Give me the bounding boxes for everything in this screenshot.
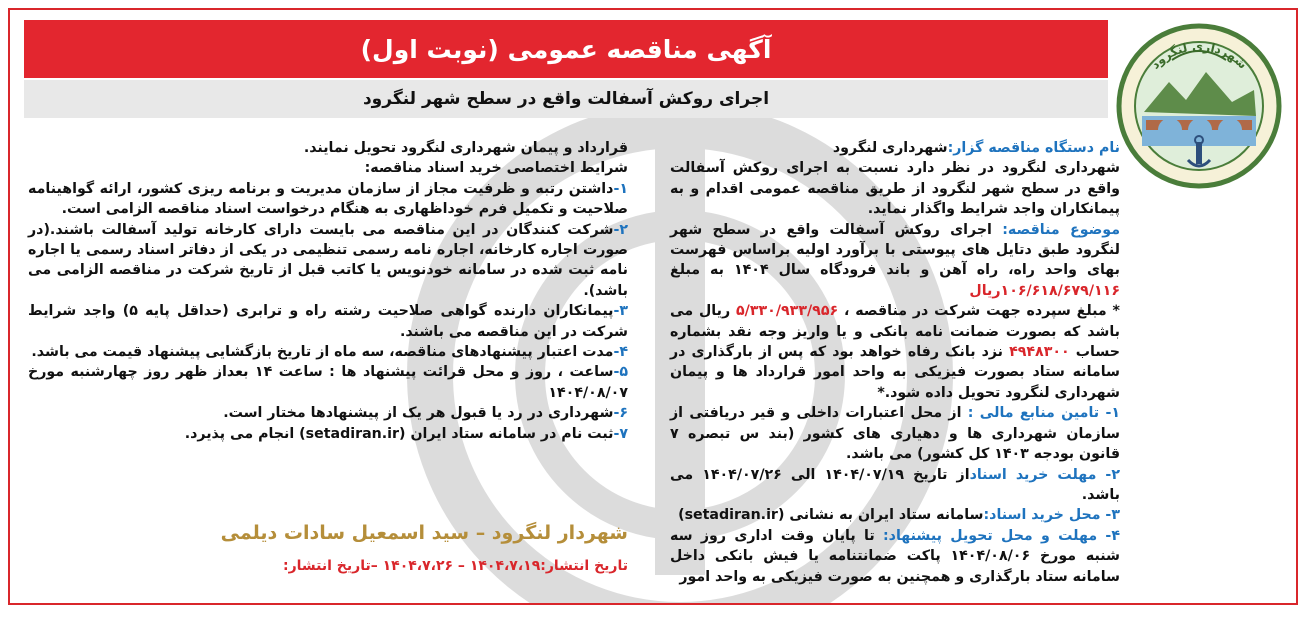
requirement-5 [28, 362, 628, 403]
requirement-3-text: پیمانکاران دارنده گواهی صلاحیت رشته راه و ترابری (حداقل پایه ۵) واجد شرایط شرکت در این مناقصه می باشند. [28, 303, 628, 340]
requirement-7-number: ۷- [613, 425, 628, 442]
item-3 [670, 505, 1120, 525]
requirement-1-text: داشتن رتبه و ظرفیت مجاز از سازمان مدیریت و برنامه ریزی کشور، ارائه گواهینامه صلاحیت و تکمیل فرم خوداظهاری به هنگام درخواست اسناد مناقصه الزامی است. [28, 180, 628, 218]
requirement-3 [28, 301, 628, 342]
requirement-5-number: ۵- [613, 364, 629, 381]
requirement-2 [28, 220, 628, 302]
item-1-label: ۱- تامین منابع مالی : [967, 405, 1120, 422]
deposit-text-2: نزد بانک رفاه خواهد بود که پس از بارگذاری در سامانه ستاد بصورت فیزیکی به واحد امور قرارداد ها و پیمان شهرداری لنگرود تحویل داده شود.* [670, 344, 1120, 401]
item-2-label: ۲- مهلت خرید اسناد [969, 466, 1120, 483]
requirement-4-number: ۴- [613, 344, 628, 361]
deposit-paragraph [670, 301, 1120, 403]
org-label: نام دستگاه مناقصه گزار: [947, 140, 1120, 156]
notice-title-bar [24, 20, 1108, 78]
subject-amount: ۱۰۶/۶۱۸/۶۷۹/۱۱۶ریال [969, 282, 1120, 299]
account-number: ۴۹۴۸۳۰۰ [1009, 344, 1070, 361]
item-1 [670, 403, 1120, 464]
item-4 [670, 526, 1120, 587]
left-column [28, 138, 628, 444]
requirement-1 [28, 179, 628, 220]
continuation-text: قرارداد و پیمان شهرداری لنگرود تحویل نمایند. [303, 140, 628, 156]
publication-dates: تاریخ انتشار:۱۴۰۴،۷،۱۹ – ۱۴۰۴،۷،۲۶ –تاریخ انتشار: [283, 558, 628, 574]
requirement-7 [28, 424, 628, 444]
item-4-label: ۴- مهلت و محل تحویل پیشنهاد: [882, 527, 1120, 544]
requirement-4 [28, 342, 628, 362]
subject-label: موضوع مناقصه: [1002, 221, 1120, 238]
requirement-6-text: شهرداری در رد یا قبول هر یک از پیشنهادها مختار است. [223, 405, 614, 422]
requirement-3-number: ۳- [613, 303, 629, 320]
requirement-2-text: شرکت کنندگان در این مناقصه می بایست دارای کارخانه تولید آسفالت باشند.(در صورت اجاره کارخانه، اجاره نامه رسمی تنظیمی در یکی از دفاتر اسناد رسمی یا اجاره نامه ثبت شده در سامانه خودنویس یا کاتب قبل از تاریخ شرکت در مناقصه الزامی می باشد). [28, 221, 628, 299]
subject-paragraph [670, 220, 1120, 302]
mayor-signature: شهردار لنگرود – سید اسمعیل سادات دیلمی [220, 522, 628, 544]
item-1-text: از محل اعتبارات داخلی و قیر دریافتی از سازمان شهرداری ها و دهیاری های کشور (بند س تبصره ۷ قانون بودجه ۱۴۰۳ کل کشور) می باشد. [670, 405, 1120, 463]
deposit-prefix: * مبلغ سپرده جهت شرکت در مناقصه ، [844, 303, 1120, 320]
logo-text: شهرداری لنگرود [1148, 39, 1250, 72]
requirement-7-text: ثبت نام در سامانه ستاد ایران (setadiran.ir) انجام می پذیرد. [184, 425, 614, 442]
subject-text: اجرای روکش آسفالت واقع در سطح شهر لنگرود طبق دتایل های پیوستی با برآورد اولیه براساس فهرست بهای واحد راه، راه آهن و باند فرودگاه سال ۱۴۰۴ به مبلغ [670, 221, 1120, 279]
item-4-text: تا پایان وقت اداری روز سه شنبه مورخ ۱۴۰۴/۰۸/۰۶ پاکت ضمانتنامه یا فیش بانکی داخل سامانه ستاد بارگذاری و همچنین به صورت فیزیکی به واحد امور [670, 527, 1120, 585]
notice-subtitle: اجرای روکش آسفالت واقع در سطح شهر لنگرود [362, 89, 770, 109]
municipality-logo [1114, 20, 1284, 192]
requirement-1-number: ۱- [613, 180, 628, 197]
requirement-6 [28, 403, 628, 423]
item-3-text: سامانه ستاد ایران به نشانی (setadiran.ir) [678, 507, 984, 524]
item-2 [670, 465, 1120, 506]
requirement-6-number: ۶- [613, 405, 628, 422]
notice-frame [8, 8, 1298, 605]
requirement-2-number: ۲- [613, 221, 628, 238]
requirement-5-text: ساعت ، روز و محل قرائت پیشنهاد ها : ساعت ۱۴ بعداز ظهر روز چهارشنبه مورخ ۱۴۰۴/۰۸/۰۷ [28, 364, 628, 401]
deposit-text-1: ریال می باشد که بصورت ضمانت نامه بانکی و یا واریز وجه نقد بشماره حساب [670, 303, 1120, 361]
org-line [670, 138, 1120, 158]
notice-subtitle-bar [24, 80, 1108, 118]
intro-text: شهرداری لنگرود در نظر دارد نسبت به اجرای روکش آسفالت واقع در سطح شهر لنگرود از طریق مناقصه عمومی اقدام و به پیمانکاران واجد شرایط واگذار نماید. [670, 160, 1120, 218]
requirement-4-text: مدت اعتبار پیشنهادهای مناقصه، سه ماه از تاریخ بازگشایی پیشنهاد قیمت می باشد. [31, 344, 614, 361]
item-2-text: از تاریخ ۱۴۰۴/۰۷/۱۹ الی ۱۴۰۴/۰۷/۲۶ می باشد. [670, 466, 1120, 503]
org-value: شهرداری لنگرود [832, 140, 948, 156]
notice-title: آگهی مناقصه عمومی (نوبت اول) [360, 34, 772, 64]
item-3-label: ۳- محل خرید اسناد: [983, 507, 1120, 524]
deposit-amount: ۵/۳۳۰/۹۳۳/۹۵۶ [736, 303, 839, 320]
requirements-title: شرایط اختصاصی خرید اسناد مناقصه: [364, 160, 628, 177]
right-column [670, 138, 1120, 587]
